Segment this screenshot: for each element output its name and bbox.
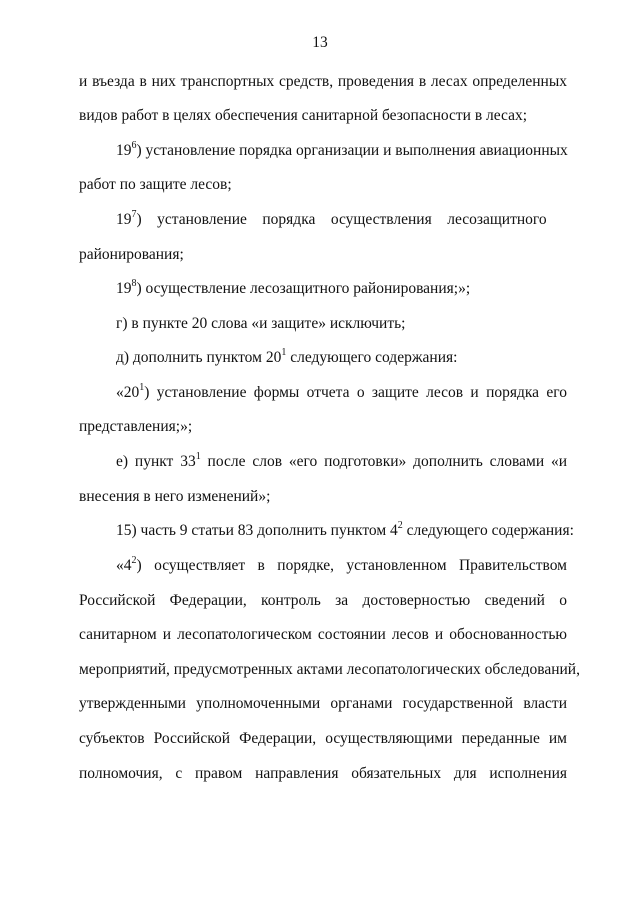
- text-line: утвержденными уполномоченными органами государственной власти: [79, 695, 567, 712]
- text-line: работ по защите лесов;: [79, 176, 232, 193]
- page-number: 13: [312, 34, 328, 51]
- text-line: видов работ в целях обеспечения санитарной безопасности в лесах;: [79, 107, 528, 124]
- text-line: 15) часть 9 статьи 83 дополнить пунктом $4^2$ следующего содержания:: [116, 519, 574, 539]
- superscript: 1: [195, 450, 201, 462]
- text-line: Российской Федерации, контроль за достоверностью сведений о: [79, 592, 567, 609]
- text-line: $19^7$) установление порядка осуществления лесозащитного: [116, 208, 547, 228]
- text-line: «$4^2$) осуществляет в порядке, установленном Правительством: [116, 554, 567, 574]
- superscript: 6: [131, 139, 137, 151]
- text-line: субъектов Российской Федерации, осуществляющими переданные им: [79, 730, 567, 747]
- text-line: районирования;: [79, 246, 184, 263]
- text-line: санитарном и лесопатологическом состоянии лесов и обоснованностью: [79, 626, 567, 643]
- text-line: мероприятий, предусмотренных актами лесопатологических обследований,: [79, 661, 580, 678]
- text-line: представления;»;: [79, 418, 193, 435]
- superscript: 7: [131, 208, 137, 220]
- superscript: 2: [131, 554, 137, 566]
- superscript: 1: [139, 381, 145, 393]
- text-line: д) дополнить пунктом $20^1$ следующего содержания:: [116, 346, 458, 366]
- text-line: $19^8$) осуществление лесозащитного районирования;»;: [116, 277, 471, 297]
- superscript: 8: [131, 277, 137, 289]
- superscript: 1: [281, 346, 287, 358]
- text-line: е) пункт $33^1$ после слов «его подготовки» дополнить словами «и: [116, 450, 568, 470]
- superscript: 2: [397, 519, 403, 531]
- text-line: полномочия, с правом направления обязательных для исполнения: [79, 765, 567, 782]
- text-line: г) в пункте 20 слова «и защите» исключить;: [116, 315, 406, 332]
- text-line: «$20^1$) установление формы отчета о защите лесов и порядка его: [116, 381, 567, 401]
- text-line: внесения в него изменений»;: [79, 488, 271, 505]
- text-line: $19^6$) установление порядка организации и выполнения авиационных: [116, 139, 568, 159]
- text-line: и въезда в них транспортных средств, проведения в лесах определенных: [79, 73, 567, 90]
